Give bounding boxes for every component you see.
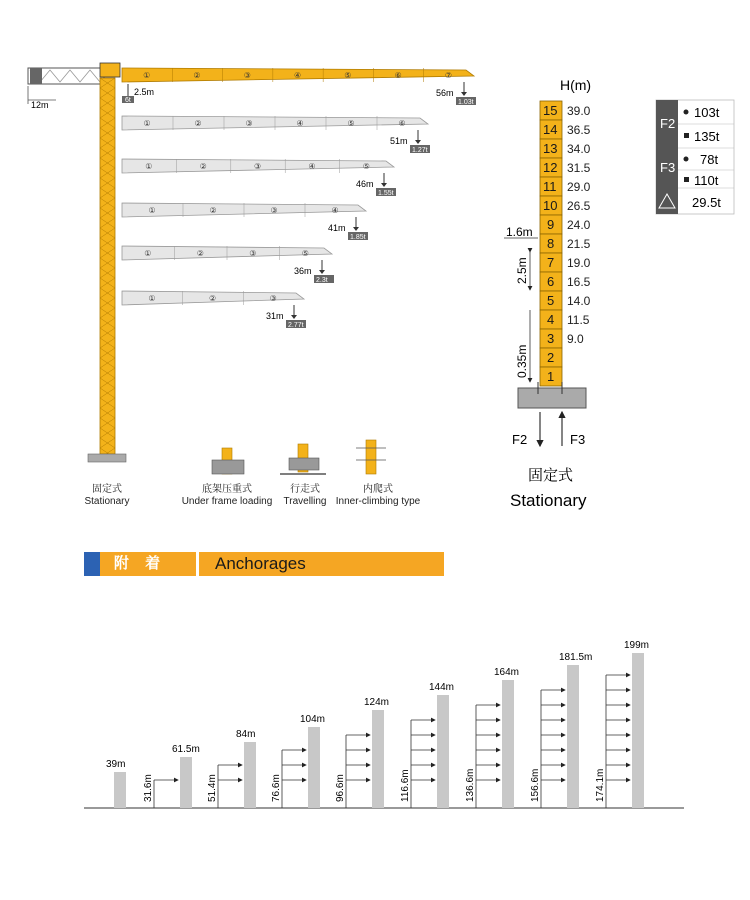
tower-bar (567, 665, 579, 808)
jib-config-5 (122, 246, 334, 284)
tower-height-label: 61.5m (172, 744, 200, 755)
anchorage-tower-4 (271, 714, 325, 808)
base-load-value: 29.5t (692, 195, 721, 210)
anchorage-tower-3 (207, 729, 256, 808)
jib-configurations (122, 68, 476, 329)
jib-section-label: ② (193, 71, 201, 80)
type-travelling-en: Travelling (283, 496, 327, 507)
type-under-frame-cn: 底架压重式 (202, 484, 252, 495)
mast-header: H(m) (560, 77, 592, 93)
jib-section-label: ② (209, 294, 217, 303)
mast-section-3 (540, 329, 584, 348)
jib-load-label: 1.27t (412, 147, 428, 154)
tower-bar (632, 653, 644, 808)
jib-section-label: ① (143, 119, 151, 128)
mast-dimensions (504, 225, 538, 382)
mast-section-7 (540, 253, 591, 272)
loads-table (656, 100, 734, 214)
hook-icon (319, 270, 325, 274)
tower-height-label: 39m (106, 759, 126, 770)
tower-height-label: 164m (494, 667, 520, 678)
mast-section-number: 3 (547, 331, 555, 346)
mast-section-height: 31.5 (567, 161, 591, 175)
crane-tower (28, 63, 126, 462)
jib-section-label: ③ (245, 119, 253, 128)
anchorage-tower-1 (106, 759, 126, 808)
mast-section-number: 7 (547, 255, 555, 270)
jib-config-6 (122, 291, 306, 329)
mast-section-height: 11.5 (567, 313, 590, 327)
jib-section-label: ③ (254, 162, 262, 171)
tower-bar (502, 680, 514, 808)
jib-load-label: 2.3t (316, 277, 328, 284)
square-icon (684, 133, 689, 138)
f2-square-value: 135t (694, 129, 720, 144)
dim-top-label: 1.6m (506, 225, 533, 239)
anchorages-title-en: Anchorages (196, 552, 444, 576)
anchor-height-label: 174.1m (595, 768, 606, 802)
type-under-frame (176, 484, 278, 508)
jib-section-label: ④ (296, 119, 304, 128)
jib-reach-label: 36m (294, 266, 312, 276)
tower-height-label: 124m (364, 697, 390, 708)
type-inner-climbing (332, 484, 424, 508)
tower-bar (437, 695, 449, 808)
tower-height-label: 104m (300, 714, 326, 725)
hook-icon (353, 227, 359, 231)
mast-caption-cn: 固定式 (528, 467, 574, 484)
mast-section-2 (540, 348, 562, 367)
jib-section-label: ② (199, 162, 207, 171)
anchorage-towers (106, 640, 649, 808)
jib-section-label: ① (148, 206, 156, 215)
anchor-height-label: 116.6m (400, 769, 411, 802)
jib-section-label: ⑤ (344, 71, 352, 80)
jib-section-label: ① (145, 162, 153, 171)
mast-section-6 (540, 272, 591, 291)
mast-section-height: 26.5 (567, 199, 591, 213)
type-stationary (70, 484, 144, 508)
mast-section-11 (540, 177, 591, 196)
mast-section-number: 13 (543, 141, 558, 156)
mast-section-number: 8 (547, 236, 555, 251)
mast-section-height: 14.0 (567, 294, 591, 308)
mast-caption-en: Stationary (510, 491, 587, 510)
mast-section-height: 16.5 (567, 275, 591, 289)
jib-load-label: 2.77t (288, 322, 304, 329)
tower-bar (244, 742, 256, 808)
tower-bar (114, 772, 126, 808)
type-inner-climbing-en: Inner-climbing type (335, 496, 421, 507)
tower-height-label: 144m (429, 682, 455, 693)
jib-section-label: ① (148, 294, 156, 303)
jib-reach-label: 56m (436, 88, 454, 98)
top-hook (122, 84, 154, 104)
force-right-label: F3 (570, 432, 586, 447)
jib-config-2 (122, 116, 430, 154)
jib-section-label: ④ (294, 71, 302, 80)
jib-config-4 (122, 203, 368, 241)
type-travelling-cn: 行走式 (290, 484, 320, 495)
forces (510, 412, 587, 510)
mast-section-1 (540, 367, 562, 386)
mast-section-height: 36.5 (567, 123, 591, 137)
anchor-height-label: 76.6m (271, 774, 282, 802)
anchorage-tower-9 (595, 640, 649, 808)
jib-reach-label: 41m (328, 223, 346, 233)
type-icons (212, 440, 386, 474)
anchor-height-label: 96.6m (335, 774, 346, 802)
dim-section-label: 2.5m (515, 257, 529, 284)
jib-section-label: ④ (308, 162, 316, 171)
jib-section-label: ③ (270, 206, 278, 215)
mast-section-height: 19.0 (567, 256, 591, 270)
jib-section-label: ③ (243, 71, 251, 80)
anchorage-tower-6 (400, 682, 454, 808)
mast-section-number: 14 (543, 122, 558, 137)
mast-section-number: 2 (547, 350, 555, 365)
mast-section-height: 9.0 (567, 332, 584, 346)
mast-sections (540, 101, 591, 386)
mast-section-height: 24.0 (567, 218, 591, 232)
top-height-label: 2.5m (134, 87, 155, 97)
mast-section-number: 6 (547, 274, 555, 289)
jib-load-label: 1.55t (378, 190, 394, 197)
anchorages-title-cn: 附 着 (84, 552, 196, 576)
jib-reach-label: 31m (266, 311, 284, 321)
anchor-height-label: 51.4m (207, 774, 218, 802)
f2-circle-value: 103t (694, 105, 720, 120)
tower-height-label: 199m (624, 640, 650, 651)
top-weight-label: 6t (125, 97, 131, 104)
mast-section-12 (540, 158, 591, 177)
mast-base (518, 388, 586, 408)
mast-section-number: 10 (543, 198, 558, 213)
mast-section-height: 39.0 (567, 104, 591, 118)
jib-section-label: ② (209, 206, 217, 215)
mast-section-number: 4 (547, 312, 555, 327)
mast-section-number: 11 (543, 179, 557, 194)
anchorage-tower-2 (143, 744, 200, 808)
jib-reach-label: 46m (356, 179, 374, 189)
f3-label: F3 (660, 160, 676, 175)
jib-section-label: ③ (269, 294, 277, 303)
mast-section-9 (540, 215, 591, 234)
jib-section-label: ⑤ (347, 119, 355, 128)
jib-section-label: ⑦ (444, 71, 453, 80)
force-left-label: F2 (512, 432, 528, 447)
tower-bar (372, 710, 384, 808)
tower-height-label: 181.5m (559, 652, 593, 663)
jib-section-label: ⑤ (362, 162, 370, 171)
mast-section-height: 34.0 (567, 142, 591, 156)
jib-section-label: ① (144, 249, 152, 258)
mast-section-number: 15 (543, 103, 558, 118)
mast-section-number: 1 (547, 369, 555, 384)
jib-section-label: ⑥ (398, 119, 406, 128)
hook-icon (381, 183, 387, 187)
hook-icon (461, 92, 467, 96)
mast-section-number: 9 (547, 217, 555, 232)
jib-load-label: 1.03t (458, 99, 474, 106)
jib-section-label: ② (196, 249, 204, 258)
circle-icon (684, 157, 689, 162)
mast-section-15 (540, 101, 591, 120)
type-travelling (276, 484, 334, 508)
mast-section-13 (540, 139, 591, 158)
hook-icon (291, 315, 297, 319)
jib-config-3 (122, 159, 396, 197)
mast-section-10 (540, 196, 591, 215)
jib-section-label: ① (143, 71, 151, 80)
jib-section-label: ⑥ (394, 71, 402, 80)
anchorage-tower-7 (465, 667, 519, 808)
anchor-height-label: 136.6m (465, 768, 476, 802)
tower-bar (180, 757, 192, 808)
anchor-height-label: 31.6m (143, 774, 154, 802)
type-stationary-en: Stationary (84, 496, 130, 507)
anchorage-tower-8 (530, 652, 592, 808)
jib-front-label: 12m (31, 100, 49, 110)
dim-base-label: 0.35m (515, 344, 529, 378)
jib-section-label: ④ (331, 206, 339, 215)
mast-section-8 (540, 234, 591, 253)
jib-load-label: 1.85t (350, 234, 366, 241)
jib-section-label: ③ (249, 249, 257, 258)
mast-section-height: 29.0 (567, 180, 591, 194)
mast-section-4 (540, 310, 590, 329)
anchorages-header (84, 552, 444, 576)
mast-section-height: 21.5 (567, 237, 591, 251)
f3-square-value: 110t (694, 173, 719, 188)
anchor-height-label: 156.6m (530, 768, 541, 802)
square-icon (684, 177, 689, 182)
type-under-frame-en: Under frame loading (181, 496, 273, 507)
jib-config-1 (122, 68, 476, 106)
circle-icon (684, 110, 689, 115)
jib-section-label: ⑤ (301, 249, 309, 258)
mast-section-number: 12 (543, 160, 558, 175)
f3-circle-value: 78t (700, 152, 719, 167)
mast-section-14 (540, 120, 591, 139)
mast-section-number: 5 (547, 293, 555, 308)
jib-section-label: ② (194, 119, 202, 128)
f2-label: F2 (660, 116, 676, 131)
type-stationary-cn: 固定式 (92, 484, 122, 495)
mast-section-5 (540, 291, 591, 310)
jib-reach-label: 51m (390, 136, 408, 146)
hook-icon (415, 140, 421, 144)
tower-bar (308, 727, 320, 808)
tower-height-label: 84m (236, 729, 256, 740)
type-inner-climbing-cn: 内爬式 (363, 484, 393, 495)
anchorage-tower-5 (335, 697, 389, 808)
